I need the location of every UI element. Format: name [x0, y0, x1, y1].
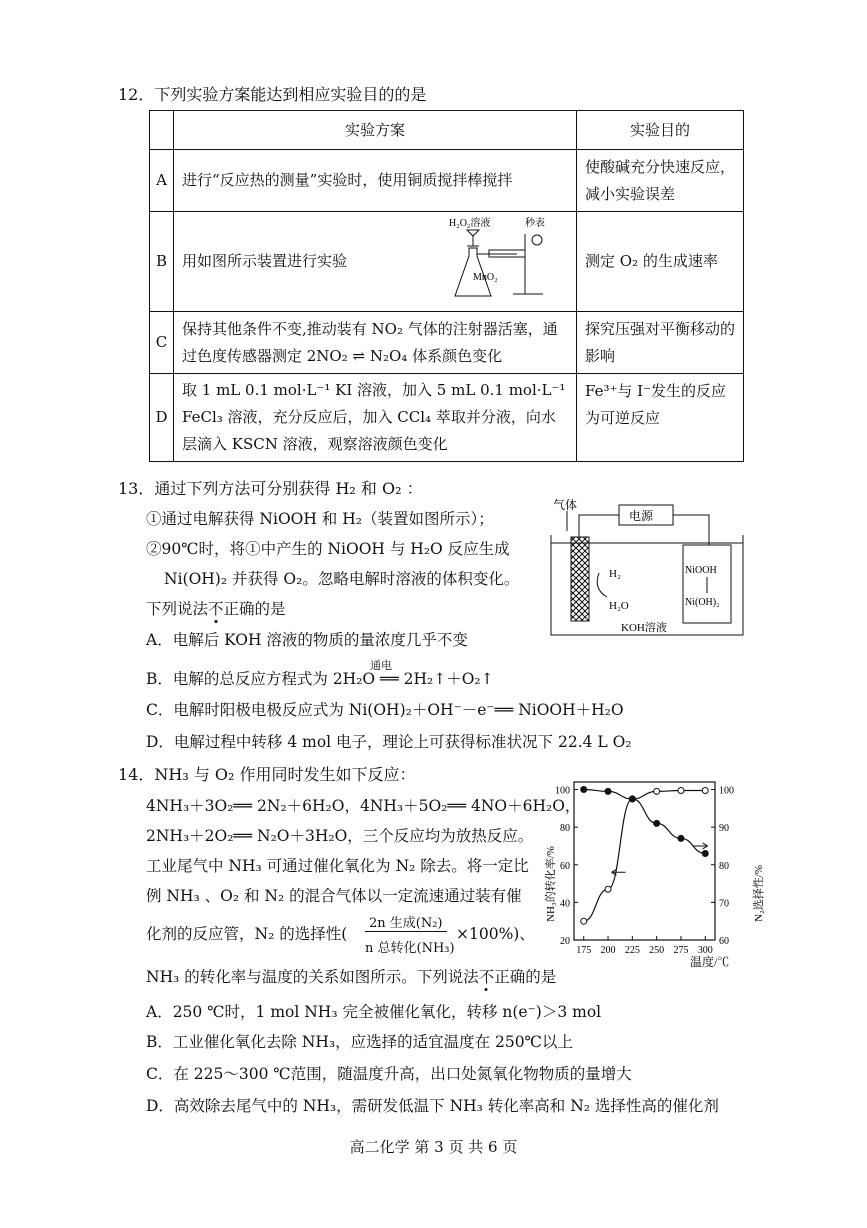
niooh-label: NiOOH — [685, 565, 717, 576]
nioh2-label: Ni(OH)₂ — [685, 597, 720, 608]
q14-ask-pre: NH₃ 的转化率与温度的关系如图所示。下列说法 — [146, 968, 479, 986]
q14-title: 14．NH₃ 与 O₂ 作用同时发生如下反应： — [118, 765, 416, 784]
data-point-left — [678, 787, 684, 793]
table-header-row — [150, 111, 744, 150]
q14-line3: 工业尾气中 NH₃ 可通过催化氧化为 N₂ 除去。将一定比 — [146, 857, 529, 875]
row-plan: 用如图所示装置进行实验 — [182, 252, 348, 270]
funnel-icon — [467, 230, 479, 246]
q14-sel-numerator: 2n 生成(N₂) — [365, 912, 447, 932]
data-point-left — [605, 886, 611, 892]
data-point-right — [605, 788, 611, 794]
q14-line2: 2NH₃＋2O₂══ N₂O＋3H₂O，三个反应均为放热反应。 — [146, 827, 534, 845]
x-tick-label: 250 — [649, 945, 665, 956]
series-line-right — [584, 790, 706, 854]
row-label: D — [150, 374, 174, 462]
data-point-left — [702, 787, 708, 793]
plot-frame — [574, 782, 715, 940]
stopwatch-icon — [532, 235, 542, 245]
q14-selectivity-pre: 化剂的反应管，N₂ 的选择性( — [146, 925, 348, 943]
x-tick-label: 275 — [673, 945, 689, 956]
y-right-tick-label: 90 — [719, 823, 729, 835]
cathode-electrode — [571, 537, 589, 621]
row-label: A — [150, 150, 174, 212]
row-label: B — [150, 212, 174, 312]
data-point-right — [581, 787, 587, 793]
y-left-tick-label: 100 — [555, 785, 570, 797]
q12-title: 12．下列实验方案能达到相应实验目的的是 — [118, 85, 427, 104]
row-label: C — [150, 312, 174, 374]
q13-title: 13．通过下列方法可分别获得 H₂ 和 O₂ ： — [118, 479, 423, 498]
row-aim: 探究压强对平衡移动的影响 — [577, 312, 744, 374]
h2-label: H₂ — [609, 568, 621, 580]
koh-label: KOH溶液 — [621, 622, 667, 634]
experiment-table — [149, 110, 744, 462]
right-axis-arrow — [694, 843, 708, 849]
y-right-axis-label: N₂选择性/% — [753, 865, 765, 922]
page-footer: 高二化学 第 3 页 共 6 页 — [349, 1138, 518, 1156]
x-tick-label: 175 — [576, 945, 592, 956]
apparatus-figure — [429, 214, 569, 310]
y-left-axis-label: NH₃的转化率/% — [545, 846, 557, 922]
table-row — [150, 150, 744, 212]
data-point-right — [678, 835, 684, 841]
y-right-tick-label: 80 — [719, 860, 729, 872]
q13-line3: Ni(OH)₂ 并获得 O₂。忽略电解时溶液的体积变化。 — [164, 570, 520, 588]
table-row — [150, 374, 744, 462]
h2o2-label: H₂O₂溶液 — [449, 218, 491, 229]
x-tick-label: 300 — [697, 945, 713, 956]
data-point-left — [654, 788, 660, 794]
reaction-arrow — [597, 573, 607, 597]
y-left-tick-label: 20 — [560, 936, 570, 947]
q13-ask-emph: 不 — [208, 600, 224, 618]
mno2-label: MnO₂ — [473, 272, 498, 283]
q14-question — [146, 965, 556, 987]
gas-label: 气体 — [553, 498, 578, 512]
q13-option-d: D．电解过程中转移 4 mol 电子，理论上可获得标准状况下 22.4 L O₂ — [146, 733, 632, 751]
row-aim: Fe³⁺与 I⁻发生的反应为可逆反应 — [577, 374, 744, 462]
y-right-tick-label: 100 — [719, 785, 734, 797]
q13-option-c: C．电解时阳极电极反应式为 Ni(OH)₂＋OH⁻－e⁻══ NiOOH＋H₂O — [146, 701, 624, 719]
power-label: 电源 — [629, 509, 654, 523]
conversion-selectivity-chart — [540, 772, 770, 972]
stopwatch-label: 秒表 — [525, 218, 545, 229]
q13-ask-pre: 下列说法 — [146, 600, 209, 618]
q13-ask-post: 正确的是 — [223, 600, 286, 618]
row-plan: 进行“反应热的测量”实验时，使用铜质搅拌棒搅拌 — [174, 150, 577, 212]
y-right-tick-label: 70 — [719, 898, 729, 910]
q13-option-b: B．电解的总反应方程式为 2H₂O ══ 2H₂↑＋O₂↑ — [146, 670, 494, 688]
y-left-tick-label: 60 — [560, 860, 570, 872]
row-aim: 测定 O₂ 的生成速率 — [577, 212, 744, 312]
table-row — [150, 312, 744, 374]
data-point-right — [654, 820, 660, 826]
h2o-label: H₂O — [609, 600, 629, 612]
y-left-tick-label: 80 — [560, 823, 570, 835]
header-blank — [150, 111, 174, 150]
chart-marks — [581, 787, 709, 925]
row-plan: 取 1 mL 0.1 mol·L⁻¹ KI 溶液，加入 5 mL 0.1 mol·L⁻¹ FeCl₃ 溶液，充分反应后，加入 CCl₄ 萃取并分液，向水层滴入 KSCN 溶液，观察溶液颜色变化 — [174, 374, 577, 462]
row-plan-cell — [174, 212, 577, 312]
left-axis-arrow — [612, 869, 626, 875]
data-point-right — [702, 850, 708, 856]
electrolysis-diagram — [549, 497, 749, 637]
q14-option-a: A．250 ℃时，1 mol NH₃ 完全被催化氧化，转移 n(e⁻)＞3 mol — [146, 1003, 602, 1021]
q14-option-b: B．工业催化氧化去除 NH₃，应选择的适宜温度在 250℃以上 — [146, 1033, 573, 1051]
header-aim: 实验目的 — [577, 111, 744, 150]
row-aim: 使酸碱充分快速反应，减小实验误差 — [577, 150, 744, 212]
q14-sel-denominator: n 总转化(NH₃) — [365, 941, 455, 956]
q14-line4: 例 NH₃ 、O₂ 和 N₂ 的混合气体以一定流速通过装有催 — [146, 887, 522, 905]
header-plan: 实验方案 — [174, 111, 577, 150]
x-tick-label: 225 — [624, 945, 640, 956]
q14-ask-post: 正确的是 — [494, 968, 557, 986]
chart-axes — [555, 782, 734, 956]
q14-option-d: D．高效除去尾气中的 NH₃，需研发低温下 NH₃ 转化率高和 N₂ 选择性高的催化剂 — [146, 1097, 719, 1115]
q14-selectivity-post: ×100%)、 — [456, 925, 535, 943]
table-row — [150, 212, 744, 312]
electrolysis-condition: 通电 — [370, 659, 392, 672]
q14-ask-emph: 不 — [478, 968, 495, 986]
q13-line2: ②90℃时，将①中产生的 NiOOH 与 H₂O 反应生成 — [146, 540, 510, 558]
stand-icon — [513, 234, 543, 294]
q14-line1: 4NH₃＋3O₂══ 2N₂＋6H₂O，4NH₃＋5O₂══ 4NO＋6H₂O， — [146, 797, 581, 815]
data-point-left — [581, 918, 587, 924]
q13-option-a: A．电解后 KOH 溶液的物质的量浓度几乎不变 — [146, 631, 468, 649]
q14-option-c: C．在 225～300 ℃范围，随温度升高，出口处氮氧化物物质的量增大 — [146, 1065, 632, 1083]
q13-question — [146, 597, 286, 619]
row-plan: 保持其他条件不变,推动装有 NO₂ 气体的注射器活塞，通过色度传感器测定 2NO₂ ⇌ N₂O₄ 体系颜色变化 — [174, 312, 577, 374]
x-tick-label: 200 — [600, 945, 616, 956]
y-left-tick-label: 40 — [560, 898, 570, 910]
data-point-right — [629, 796, 635, 802]
y-right-tick-label: 60 — [719, 936, 729, 947]
q13-line1: ①通过电解获得 NiOOH 和 H₂（装置如图所示）； — [146, 510, 494, 528]
x-axis-label: 温度/℃ — [690, 955, 730, 969]
